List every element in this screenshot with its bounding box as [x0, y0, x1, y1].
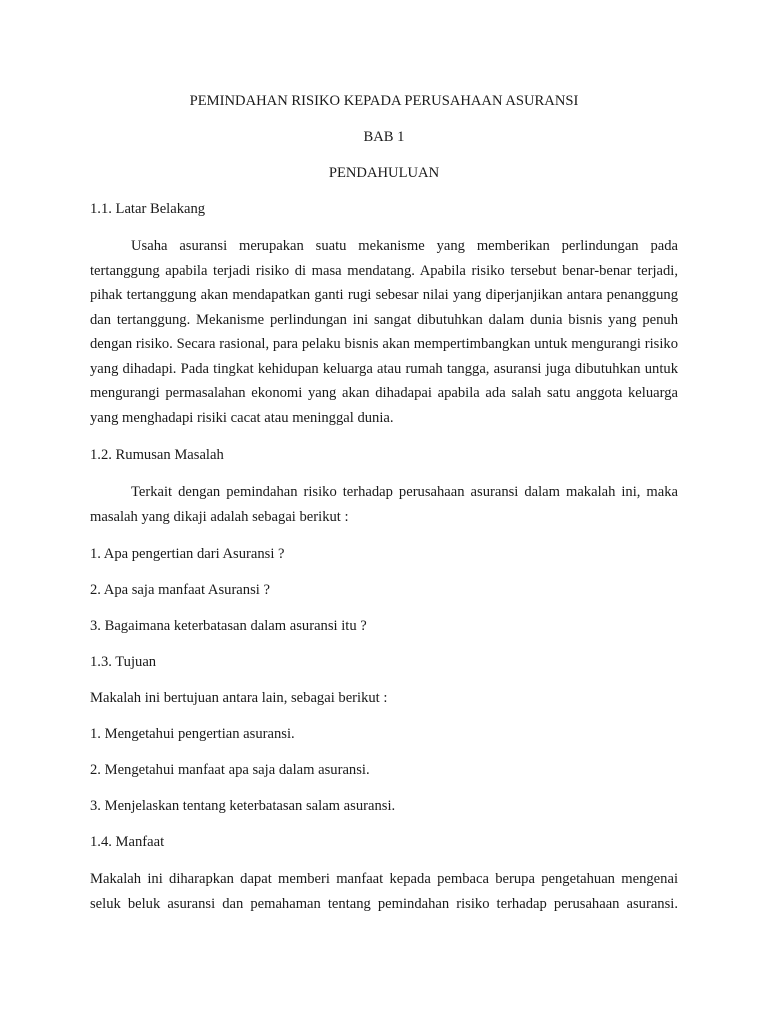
- list-item-rumusan-3: 3. Bagaimana keterbatasan dalam asuransi itu ?: [90, 618, 367, 634]
- list-item-rumusan-1: 1. Apa pengertian dari Asuransi ?: [90, 546, 285, 562]
- section-heading-rumusan-masalah: 1.2. Rumusan Masalah: [90, 447, 224, 463]
- list-item-rumusan-2: 2. Apa saja manfaat Asuransi ?: [90, 582, 270, 598]
- paragraph-latar-belakang: Usaha asuransi merupakan suatu mekanisme yang memberikan perlindungan pada tertanggung apabila terjadi risiko di masa mendatang. Apabila risiko tersebut benar-benar terjadi, pihak tertanggung akan mendapatkan ganti rugi sebesar nilai yang diperjanjikan antara penanggung dan tertanggung. Mekanisme perlindungan ini sangat dibutuhkan dalam dunia bisnis yang penuh dengan risiko. Secara rasional, para pelaku bisnis akan mempertimbangkan untuk mengurangi risiko yang dihadapi. Pada tingkat kehidupan keluarga atau rumah tangga, asuransi juga dibutuhkan untuk mengurangi permasalahan ekonomi yang akan dihadapai apabila ada salah satu anggota keluarga yang menghadapi risiki cacat atau meninggal dunia.: [90, 238, 678, 426]
- chapter-number: BAB 1: [363, 129, 405, 145]
- paragraph-tujuan-intro: Makalah ini bertujuan antara lain, sebagai berikut :: [90, 690, 388, 706]
- paragraph-rumusan-masalah: Terkait dengan pemindahan risiko terhadap perusahaan asuransi dalam makalah ini, maka masalah yang dikaji adalah sebagai berikut :: [90, 484, 678, 525]
- list-item-tujuan-3: 3. Menjelaskan tentang keterbatasan salam asuransi.: [90, 798, 396, 814]
- document-title: PEMINDAHAN RISIKO KEPADA PERUSAHAAN ASURANSI: [189, 93, 579, 109]
- list-item-tujuan-1: 1. Mengetahui pengertian asuransi.: [90, 726, 295, 742]
- page-content: [90, 90, 678, 916]
- section-heading-manfaat: 1.4. Manfaat: [90, 834, 165, 850]
- list-item-tujuan-2: 2. Mengetahui manfaat apa saja dalam asuransi.: [90, 762, 370, 778]
- chapter-title: PENDAHULUAN: [328, 165, 440, 181]
- section-heading-latar-belakang: 1.1. Latar Belakang: [90, 201, 206, 217]
- section-heading-tujuan: 1.3. Tujuan: [90, 654, 157, 670]
- paragraph-manfaat: Makalah ini diharapkan dapat memberi manfaat kepada pembaca berupa pengetahuan mengenai seluk beluk asuransi dan pemahaman tentang pemindahan risiko terhadap perusahaan asuransi.: [90, 871, 678, 912]
